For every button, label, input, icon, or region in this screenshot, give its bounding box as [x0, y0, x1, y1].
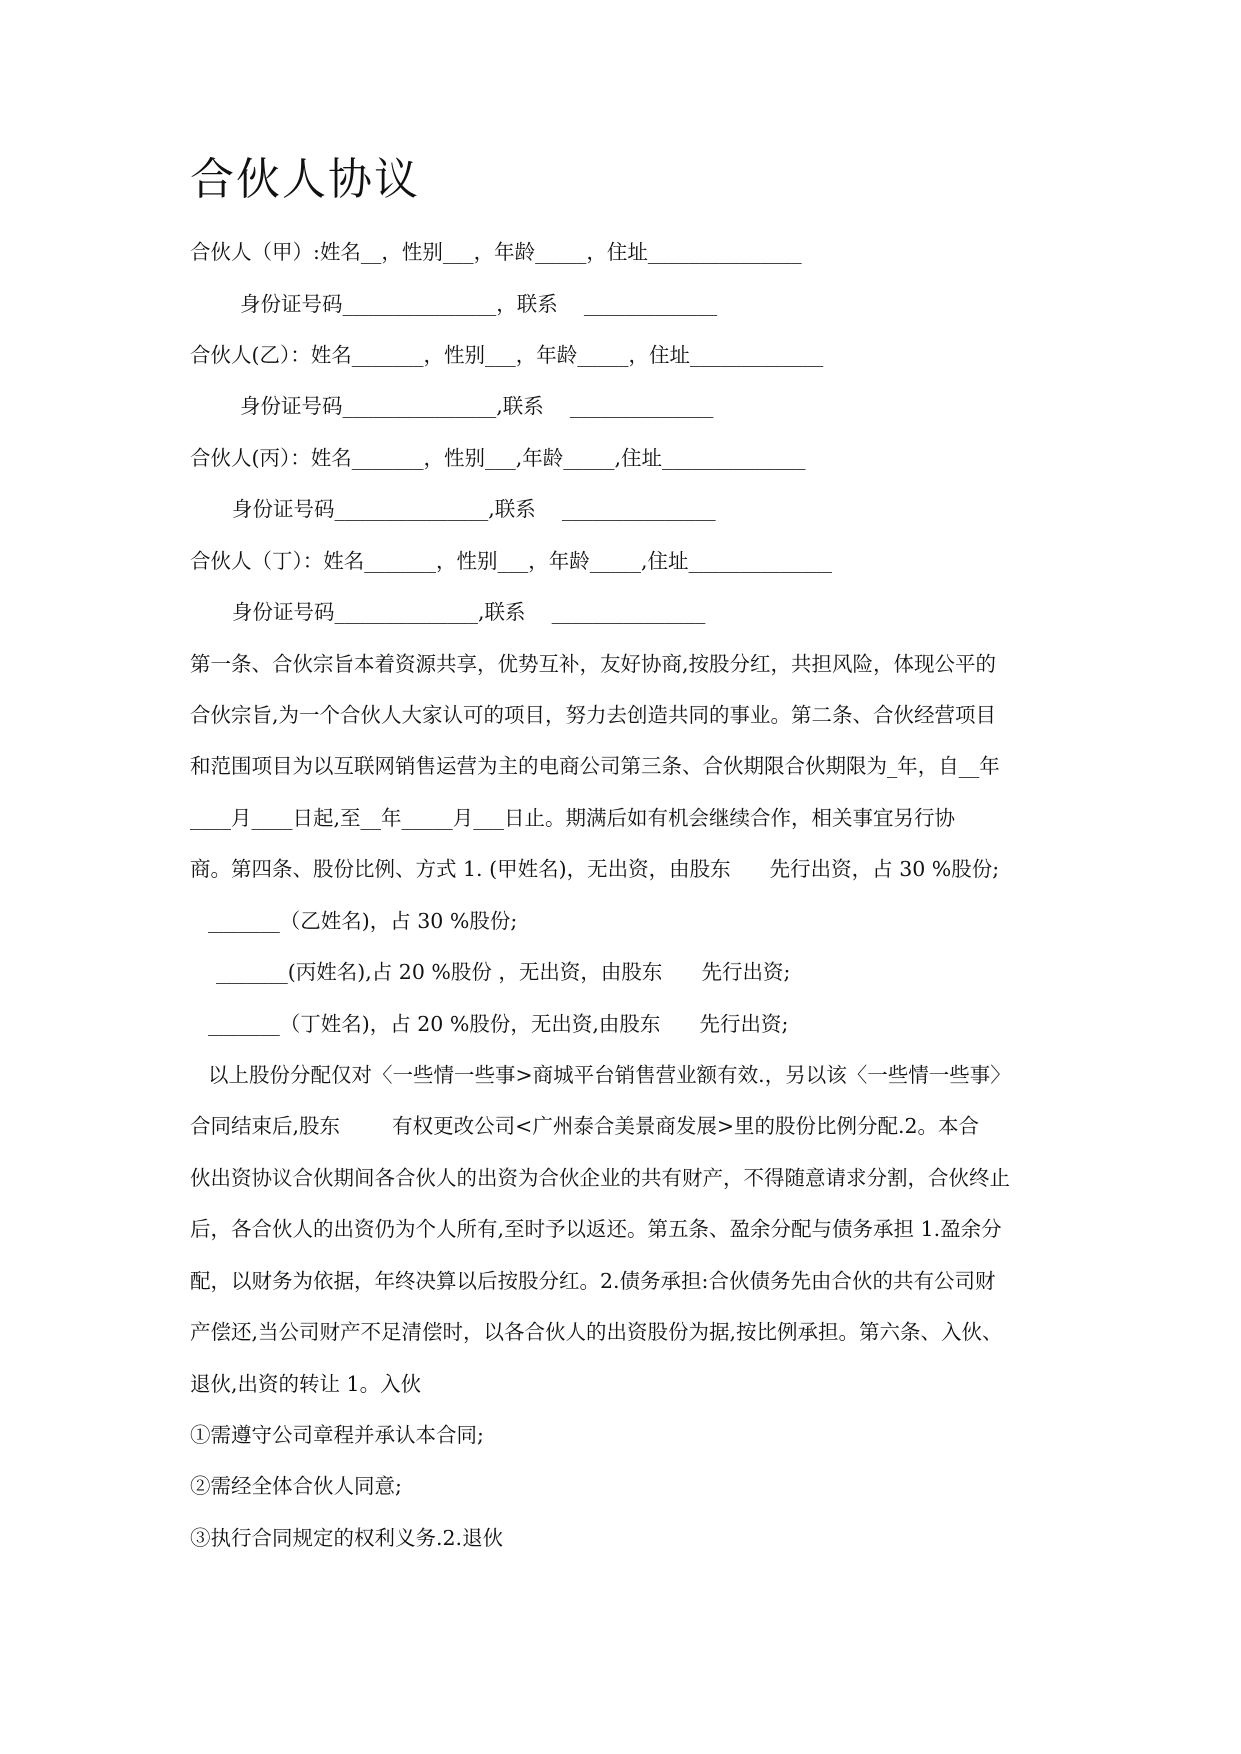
partner-a-info-line: 合伙人（甲）:姓名__，性别___，年龄_____，住址_______________ [190, 240, 802, 264]
share-line-c: _______(丙姓名),占 20 %股份 ，无出资，由股东 先行出资; [216, 960, 791, 984]
list-item: ③执行合同规定的权利义务.2.退伙 [190, 1526, 504, 1550]
body-line: 产偿还,当公司财产不足清偿时，以各合伙人的出资股份为据,按比例承担。第六条、入伙、 [190, 1320, 1003, 1344]
body-line: 合伙宗旨,为一个合伙人大家认可的项目，努力去创造共同的事业。第二条、合伙经营项目 [190, 703, 997, 727]
body-line: 商。第四条、股份比例、方式 1. (甲姓名)，无出资，由股东 先行出资，占 30 %股份; [190, 857, 1000, 881]
body-line: 配，以财务为依据，年终决算以后按股分红。2.债务承担:合伙债务先由合伙的共有公司财 [190, 1269, 996, 1293]
partner-d-id-line: 身份证号码______________,联系 _______________ [232, 600, 706, 624]
partner-b-info-line: 合伙人(乙）：姓名_______，性别___，年龄_____，住址_____________ [190, 343, 824, 367]
body-line: ____月____日起,至__年_____月___日止。期满后如有机会继续合作，相关事宜另行协 [190, 806, 956, 830]
body-line: 退伙,出资的转让 1。入伙 [190, 1372, 422, 1396]
list-item: ②需经全体合伙人同意; [190, 1474, 402, 1498]
list-item: ①需遵守公司章程并承认本合同; [190, 1423, 484, 1447]
partner-a-id-line: 身份证号码_______________，联系 _____________ [240, 292, 718, 316]
body-line: 后，各合伙人的出资仍为个人所有,至时予以返还。第五条、盈余分配与债务承担 1.盈余分 [190, 1217, 1002, 1241]
partner-b-id-line: 身份证号码_______________,联系 ______________ [240, 394, 714, 418]
document-title: 合伙人协议 [190, 154, 420, 205]
partner-d-info-line: 合伙人（丁）：姓名_______，性别___，年龄_____,住址______________ [190, 549, 833, 573]
body-line: 和范围项目为以互联网销售运营为主的电商公司第三条、合伙期限合伙期限为_年，自__年 [190, 754, 1000, 778]
body-line: 伙出资协议合伙期间各合伙人的出资为合伙企业的共有财产，不得随意请求分割，合伙终止 [190, 1166, 1010, 1190]
partner-c-id-line: 身份证号码_______________,联系 _______________ [232, 497, 716, 521]
body-line: 第一条、合伙宗旨本着资源共享，优势互补，友好协商,按股分红，共担风险，体现公平的 [190, 652, 997, 676]
partner-c-info-line: 合伙人(丙）：姓名_______，性别___,年龄_____,住址______________ [190, 446, 806, 470]
share-line-b: _______（乙姓名)，占 30 %股份; [208, 909, 518, 933]
share-line-d: _______（丁姓名)，占 20 %股份，无出资,由股东 先行出资; [208, 1012, 789, 1036]
body-line: 以上股份分配仅对〈一些情一些事>商城平台销售营业额有效.，另以该〈一些情一些事〉 [208, 1063, 1011, 1087]
body-line: 合同结束后,股东 有权更改公司<广州泰合美景商发展>里的股份比例分配.2。本合 [190, 1114, 980, 1138]
